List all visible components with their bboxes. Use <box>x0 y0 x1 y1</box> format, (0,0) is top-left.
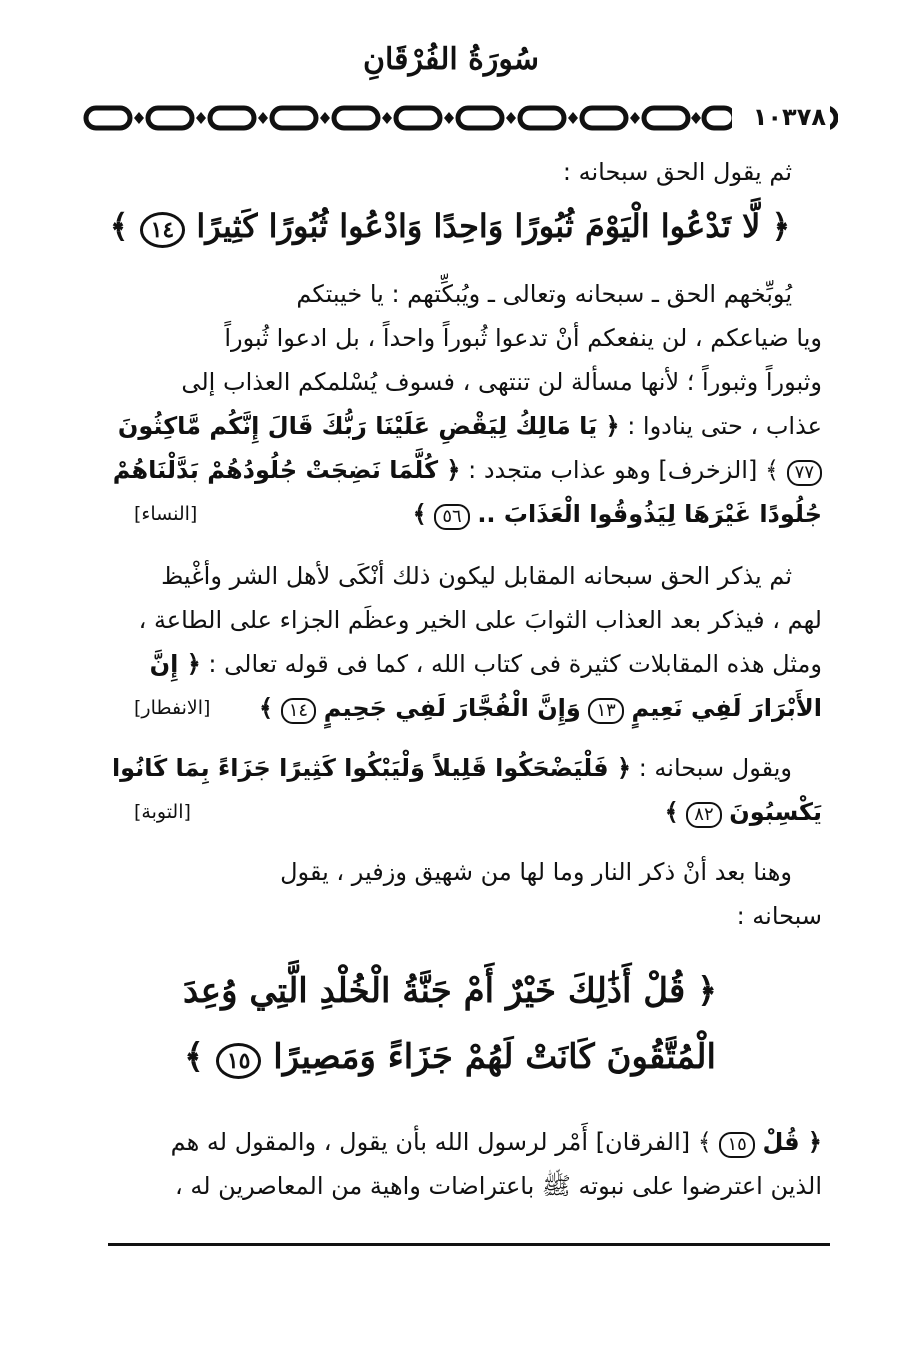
p2-line-4-ref: [الانفطار] <box>134 697 211 719</box>
ornamental-header-band <box>82 100 838 140</box>
ayah-15-line-2-text: الْمُتَّقُونَ كَانَتْ لَهُمْ جَزَاءً وَمَصِيرًا <box>273 1037 716 1077</box>
paragraph-4 <box>100 850 822 938</box>
paragraph-2 <box>100 554 822 730</box>
p3-line-1 <box>100 746 822 790</box>
ayah-15-line-2 <box>100 1024 800 1090</box>
p1-line-1: يُوبِّخهم الحق ـ سبحانه وتعالى ـ ويُبكِّتهم : يا خيبتكم <box>296 280 792 308</box>
p2-line-4-quran-a: الأَبْرَارَ لَفِي نَعِيمٍ <box>631 694 822 722</box>
ayah-14-number: ١٤ <box>140 212 186 248</box>
p1-line-3: وثبوراً وثبوراً ؛ لأنها مسألة لن تنتهى ، فسوف يُسْلمكم العذاب إلى <box>181 368 822 396</box>
p1-line-5-number: ٧٧ <box>787 460 822 486</box>
p4-line-2: سبحانه : <box>736 902 822 930</box>
p1-line-4 <box>100 404 822 448</box>
p1-line-5 <box>100 448 822 492</box>
p2-line-4 <box>100 686 822 730</box>
p1-line-6 <box>100 492 822 536</box>
paragraph-1 <box>100 272 822 536</box>
p5-line-1-number: ١٥ <box>719 1132 754 1158</box>
surah-title: سُورَةُ الفُرْقَانِ <box>362 42 539 77</box>
p1-line-4-text: عذاب ، حتى ينادوا : <box>627 412 822 440</box>
p2-line-4-quran-b: وَإِنَّ الْفُجَّارَ لَفِي جَحِيمٍ <box>323 694 581 722</box>
p5-line-1 <box>100 1120 822 1164</box>
p1-line-4-quran: ﴿ يَا مَالِكُ لِيَقْضِ عَلَيْنَا رَبُّكَ قَالَ إِنَّكُم مَّاكِثُونَ <box>117 412 620 440</box>
ayah-15-line-1: ﴿ قُلْ أَذَٰلِكَ خَيْرٌ أَمْ جَنَّةُ الْخُلْدِ الَّتِي وُعِدَ <box>182 971 718 1011</box>
p2-line-3-text: ومثل هذه المقابلات كثيرة فى كتاب الله ، كما فى قوله تعالى : <box>208 650 822 678</box>
p2-line-3 <box>100 642 822 686</box>
p4-line-1: وهنا بعد أنْ ذكر النار وما لها من شهيق وزفير ، يقول <box>280 858 792 886</box>
p5-line-2: الذين اعترضوا على نبوته ﷺ باعتراضات واهية من المعاصرين له ، <box>174 1172 822 1200</box>
ayah-15-close: ﴾ <box>184 1037 204 1077</box>
p2-line-4-number-1: ١٣ <box>588 698 623 724</box>
p1-line-6-close: ﴾ <box>412 500 427 528</box>
ayah-15 <box>100 958 800 1090</box>
paragraph-5 <box>100 1120 822 1208</box>
p5-line-1-text: ﴾ [الفرقان] أَمْر لرسول الله بأن يقول ، والمقول له هم <box>170 1128 712 1156</box>
p2-line-2: لهم ، فيذكر بعد العذاب الثوابَ على الخير وعظَم الجزاء على الطاعة ، <box>138 606 822 634</box>
p1-line-6-ref: [النساء] <box>134 503 198 525</box>
intro-line: ثم يقول الحق سبحانه : <box>562 158 792 186</box>
ayah-14-close: ﴾ <box>109 207 129 245</box>
ayah-15-number: ١٥ <box>216 1043 262 1079</box>
page-number: ١٠٣٧٨ <box>732 103 830 131</box>
p3-line-2-quran: يَكْسِبُونَ <box>729 798 822 826</box>
p3-line-2-close: ﴾ <box>664 798 679 826</box>
p1-line-5-quran: ﴿ كُلَّمَا نَضِجَتْ جُلُودُهُمْ بَدَّلْنَاهُمْ <box>112 456 461 484</box>
p2-line-4-close: ﴾ <box>259 694 274 722</box>
p5-line-1-quran: ﴿ قُلْ <box>762 1128 822 1156</box>
p2-line-4-number-2: ١٤ <box>281 698 316 724</box>
ayah-14-text: ﴿ لَّا تَدْعُوا الْيَوْمَ ثُبُورًا وَاحِدًا وَادْعُوا ثُبُورًا كَثِيرًا <box>196 207 791 245</box>
p3-line-2-number: ٨٢ <box>686 802 721 828</box>
ayah-14 <box>100 196 800 256</box>
p1-line-5-text: ﴾ [الزخرف] وهو عذاب متجدد : <box>468 456 780 484</box>
p3-line-2-ref: [التوبة] <box>134 801 191 823</box>
p1-line-2: ويا ضياعكم ، لن ينفعكم أنْ تدعوا ثُبوراً واحداً ، بل ادعوا ثُبوراً <box>224 324 822 352</box>
p3-line-1-quran: ﴿ فَلْيَضْحَكُوا قَلِيلاً وَلْيَبْكُوا كَثِيرًا جَزَاءً بِمَا كَانُوا <box>111 754 632 782</box>
paragraph-3 <box>100 746 822 834</box>
p1-line-6-number: ٥٦ <box>434 504 469 530</box>
p2-line-1: ثم يذكر الحق سبحانه المقابل ليكون ذلك أنْكَى لأهل الشر وأغْيظ <box>161 562 792 590</box>
p3-line-2 <box>100 790 822 834</box>
p2-line-3-quran: ﴿ إِنَّ <box>149 650 201 678</box>
p1-line-6-quran: جُلُودًا غَيْرَهَا لِيَذُوقُوا الْعَذَابَ .. <box>477 500 822 528</box>
bottom-divider <box>108 1243 830 1246</box>
p3-line-1-text: ويقول سبحانه : <box>638 754 792 782</box>
